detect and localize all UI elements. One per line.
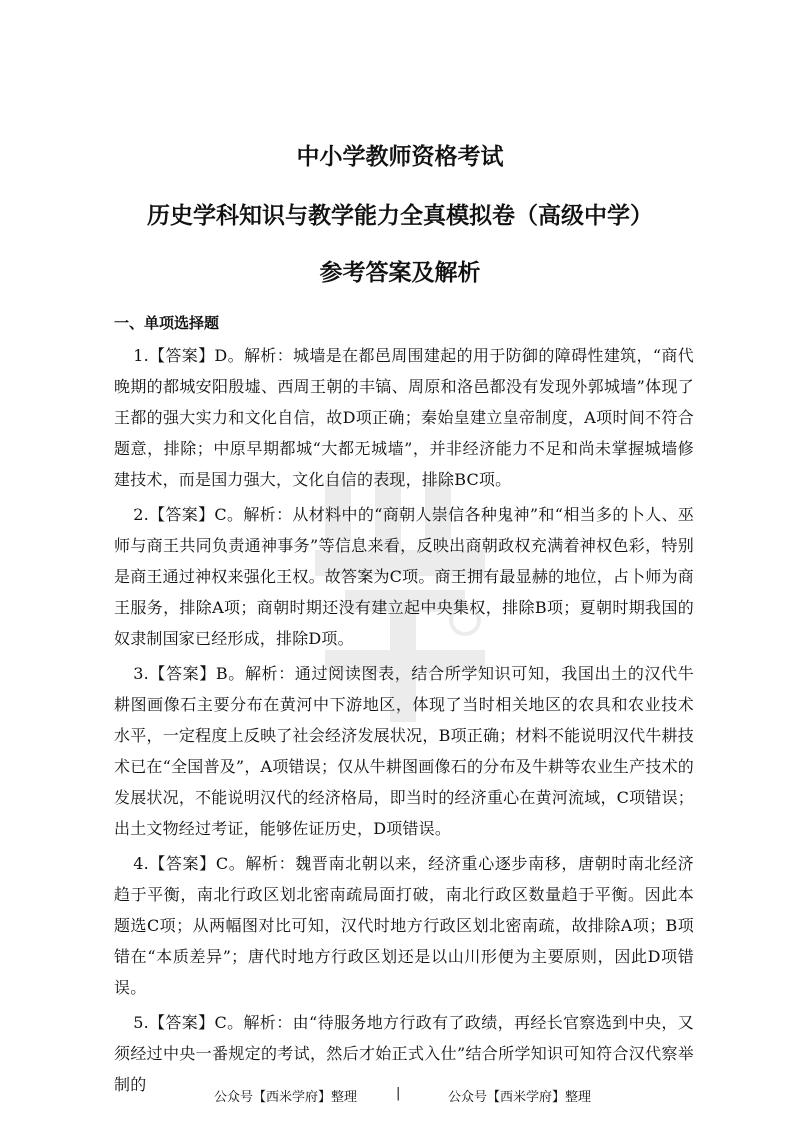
- answer-paragraph: 3.【答案】B。解析：通过阅读图表，结合所学知识可知，我国出土的汉代牛耕图画像石主要分布在黄河中下游地区，体现了当时相关地区的农具和农业技术水平，一定程度上反映了社会经济发展状况，B项正确；材料不能说明汉代牛耕技术已在“全国普及”，A项错误；仅从牛耕图画像石的分布及牛耕等农业生产技术的发展状况，不能说明汉代的经济格局，即当时的经济重心在黄河流域，C项错误；出土文物经过考证，能够佐证历史，D项错误。: [114, 664, 694, 838]
- answer-paragraph: 5.【答案】C。解析：由“待服务地方行政有了政绩，再经长官察选到中央，又须经过中央一番规定的考试，然后才始正式入仕”结合所学知识可知符合汉代察举制的: [114, 1013, 694, 1094]
- answer-key-title: 参考答案及解析: [319, 260, 481, 286]
- answer-paragraph: 2.【答案】C。解析：从材料中的“商朝人崇信各种鬼神”和“相当多的卜人、巫师与商王共同负责通神事务”等信息来看，反映出商朝政权充满着神权色彩，特别是商王通过神权来强化王权。故答案为C项。商王拥有最显赫的地位，占卜师为商王服务，排除A项；商朝时期还没有建立起中央集权，排除B项；夏朝时期我国的奴隶制国家已经形成，排除D项。: [114, 505, 694, 648]
- exam-title: 中小学教师资格考试: [296, 144, 504, 170]
- paper-title: 历史学科知识与教学能力全真模拟卷（高级中学）: [147, 203, 653, 229]
- section-heading: 一、单项选择题: [114, 314, 220, 332]
- footer-separator: |: [396, 1086, 401, 1101]
- footer-right-text: 公众号【西米学府】整理: [448, 1090, 592, 1105]
- answer-paragraph: 4.【答案】C。解析：魏晋南北朝以来，经济重心逐步南移，唐朝时南北经济趋于平衡，南北行政区划北密南疏局面打破，南北行政区数量趋于平衡。因此本题选C项；从两幅图对比可知，汉代时地方行政区划北密南疏，故排除A项；B项错在“本质差异”；唐代时地方行政区划还是以山川形便为主要原则，因此D项错误。: [114, 854, 694, 997]
- answer-paragraph: 1.【答案】D。解析：城墙是在都邑周围建起的用于防御的障碍性建筑，“商代晚期的都城安阳殷墟、西周王朝的丰镐、周原和洛邑都没有发现外郭城墙”体现了王都的强大实力和文化自信，故D项正确；秦始皇建立皇帝制度，A项时间不符合题意，排除；中原早期都城“大都无城墙”，并非经济能力不足和尚未掌握城墙修建技术，而是国力强大，文化自信的表现，排除BC项。: [114, 346, 694, 489]
- answers-body: [114, 340, 694, 1104]
- footer-left-text: 公众号【西米学府】整理: [214, 1090, 358, 1105]
